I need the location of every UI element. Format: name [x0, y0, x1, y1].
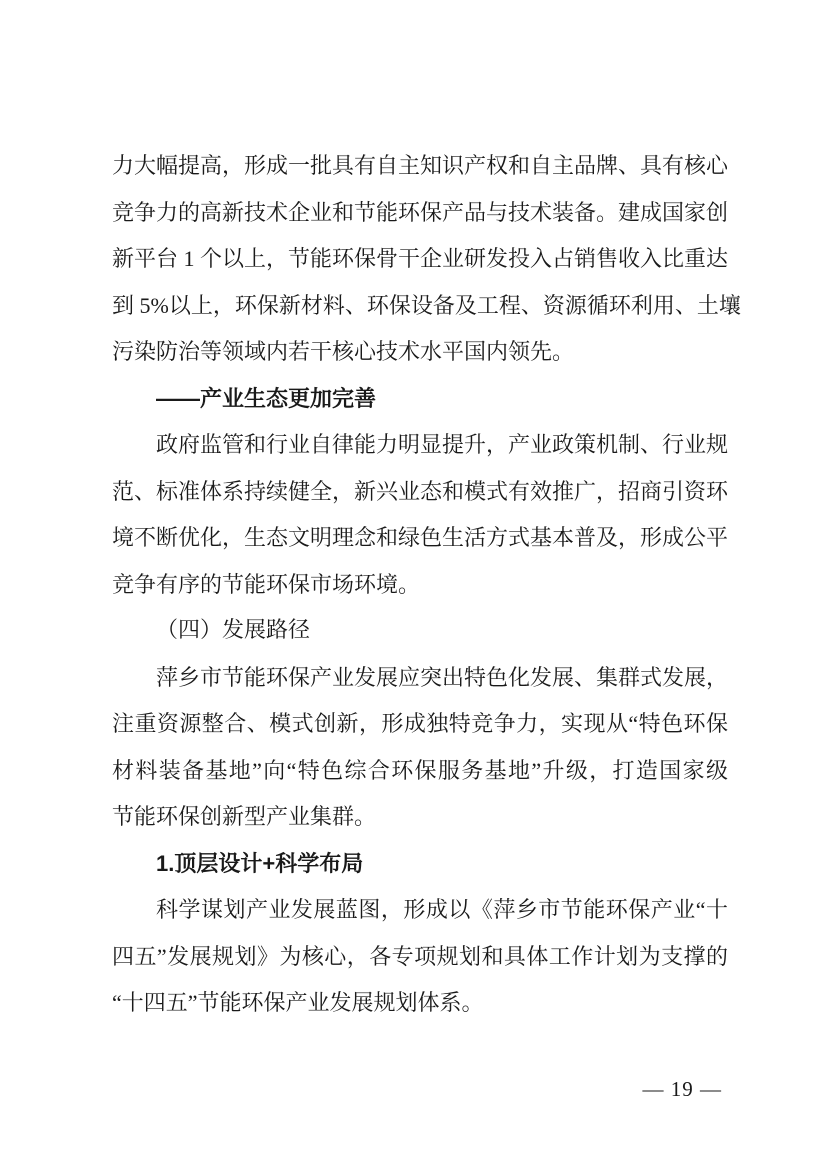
paragraph — [112, 887, 728, 1027]
paragraph — [112, 655, 728, 841]
text-line: 境不断优化，生态文明理念和绿色生活方式基本普及，形成公平 — [112, 525, 729, 550]
text-line: 竞争力的高新技术企业和节能环保产品与技术装备。建成国家创 — [112, 199, 729, 225]
text-line: 竞争有序的节能环保市场环境。 — [112, 571, 421, 597]
text-line: “十四五”节能环保产业发展规划体系。 — [112, 990, 484, 1015]
subsection-heading: （四）发展路径 — [156, 618, 311, 643]
section-heading: ——产业生态更加完善 — [156, 385, 377, 411]
text-line: 注重资源整合、模式创新，形成独特竞争力，实现从“特色环保 — [112, 711, 728, 736]
text-line: 新平台 1 个以上，节能环保骨干企业研发投入占销售收入比重达 — [112, 246, 729, 271]
page-number: — 19 — — [642, 1077, 722, 1101]
text-line: 科学谋划产业发展蓝图，形成以《萍乡市节能环保产业“十 — [156, 897, 728, 922]
text-line: 污染防治等领域内若干核心技术水平国内领先。 — [112, 339, 575, 364]
text-line: 范、标准体系持续健全，新兴业态和模式有效推广，招商引资环 — [112, 478, 729, 504]
text-line: 到 5%以上，环保新材料、环保设备及工程、资源循环利用、土壤 — [112, 292, 741, 318]
text-line: 四五”发展规划》为核心，各专项规划和具体工作计划为支撑的 — [112, 943, 728, 969]
paragraph — [112, 143, 741, 376]
text-line: 萍乡市节能环保产业发展应突出特色化发展、集群式发展， — [156, 664, 729, 690]
text-line: 材料装备基地”向“特色综合环保服务基地”升级，打造国家级 — [112, 757, 728, 783]
document-body — [112, 143, 741, 1027]
text-line: 力大幅提高，形成一批具有自主知识产权和自主品牌、具有核心 — [112, 153, 729, 178]
text-line: 节能环保创新型产业集群。 — [112, 804, 377, 829]
text-line: 政府监管和行业自律能力明显提升，产业政策机制、行业规 — [156, 432, 729, 457]
subsection-heading: 1.顶层设计+科学布局 — [156, 850, 364, 876]
paragraph — [112, 422, 728, 608]
